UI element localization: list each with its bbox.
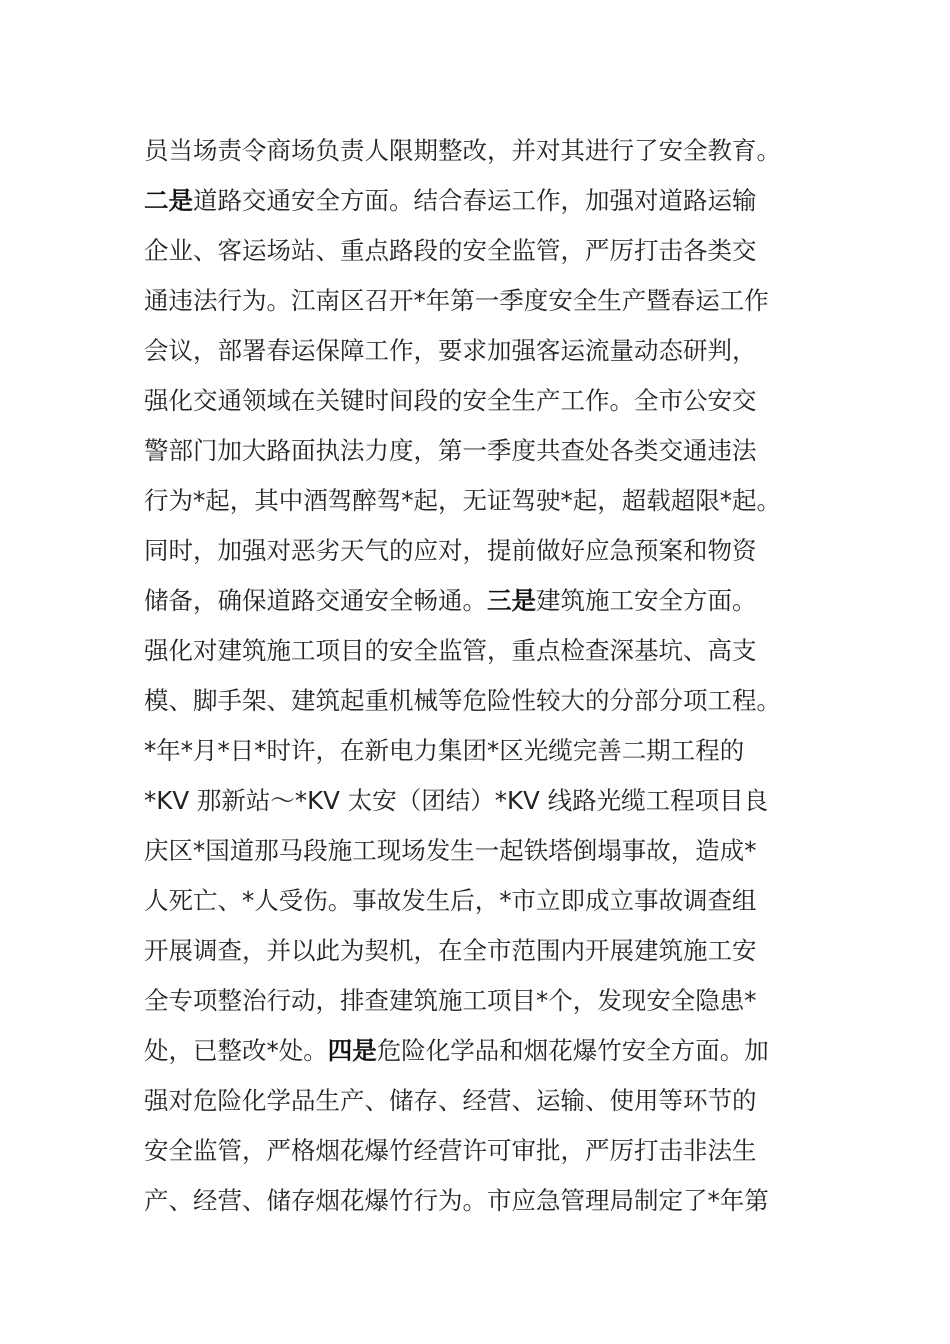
text-line [144,1076,824,1126]
text-segment: 模、脚手架、建筑起重机械等危险性较大的分部分项工程。 [144,686,781,715]
text-segment: 会议，部署春运保障工作，要求加强客运流量动态研判， [144,336,757,365]
text-segment: 行为*起，其中酒驾醉驾*起，无证驾驶*起，超载超限*起。 [144,486,781,515]
text-line [144,326,824,376]
text-segment: 危险化学品和烟花爆竹安全方面。加 [376,1036,769,1065]
text-segment: 处，已整改*处。 [144,1036,328,1065]
text-line [144,276,824,326]
text-segment: 庆区*国道那马段施工现场发生一起铁塔倒塌事故，造成* [144,836,757,865]
text-line [144,426,824,476]
text-line [144,576,824,626]
text-segment: 强化交通领域在关键时间段的安全生产工作。全市公安交 [144,386,757,415]
text-line [144,626,824,676]
text-segment: 警部门加大路面执法力度，第一季度共查处各类交通违法 [144,436,757,465]
text-line [144,226,824,276]
text-line [144,876,824,926]
section-marker: 四是 [327,1036,377,1065]
section-marker: 三是 [487,586,536,615]
text-segment: *年*月*日*时许，在新电力集团*区光缆完善二期工程的 [144,736,745,765]
text-line [144,126,824,176]
text-segment: 建筑施工安全方面。 [536,586,757,615]
text-segment: 强对危险化学品生产、储存、经营、运输、使用等环节的 [144,1086,757,1115]
text-line [144,1126,824,1176]
text-line [144,176,824,226]
text-segment: 储备，确保道路交通安全畅通。 [144,586,487,615]
text-segment: *KV 那新站～*KV 太安（团结）*KV 线路光缆工程项目良 [144,786,769,815]
text-line [144,376,824,426]
text-line [144,976,824,1026]
section-marker: 二是 [144,186,193,215]
body-text [144,126,824,1226]
text-segment: 企业、客运场站、重点路段的安全监管，严厉打击各类交 [144,236,757,265]
text-line [144,476,824,526]
text-line [144,726,824,776]
text-segment: 强化对建筑施工项目的安全监管，重点检查深基坑、高支 [144,636,757,665]
text-segment: 道路交通安全方面。结合春运工作，加强对道路运输 [193,186,757,215]
text-segment: 通违法行为。江南区召开*年第一季度安全生产暨春运工作 [144,286,769,315]
text-line [144,826,824,876]
text-line [144,526,824,576]
text-segment: 同时，加强对恶劣天气的应对，提前做好应急预案和物资 [144,536,757,565]
text-segment: 产、经营、储存烟花爆竹行为。市应急管理局制定了*年第 [144,1186,769,1215]
text-segment: 安全监管，严格烟花爆竹经营许可审批，严厉打击非法生 [144,1136,757,1165]
text-line [144,676,824,726]
text-line [144,926,824,976]
text-segment: 人死亡、*人受伤。事故发生后，*市立即成立事故调查组 [144,886,757,915]
text-line [144,776,824,826]
text-segment: 开展调查，并以此为契机，在全市范围内开展建筑施工安 [144,936,757,965]
text-line [144,1176,824,1226]
text-segment: 员当场责令商场负责人限期整改，并对其进行了安全教育。 [144,136,781,165]
text-segment: 全专项整治行动，排查建筑施工项目*个，发现安全隐患* [144,986,757,1015]
text-line [144,1026,824,1076]
